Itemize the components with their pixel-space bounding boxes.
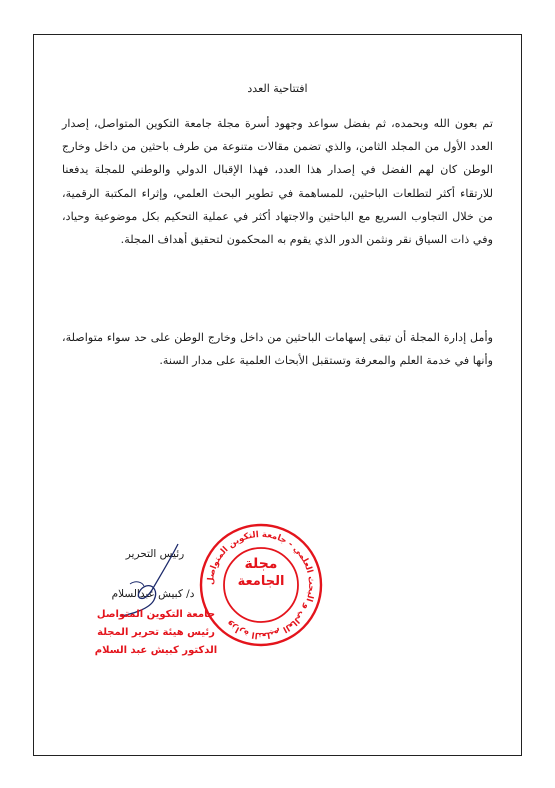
document-title: افتتاحية العدد xyxy=(247,82,308,95)
seal-center-text xyxy=(196,555,326,591)
seal-ring-text: وزارة التعليم العالي و البحث العلمي - جامعة التكوين المتواصل xyxy=(205,529,317,641)
paragraph-1: تم بعون الله وبحمده، ثم بفضل سواعد وجهود أسرة مجلة جامعة التكوين المتواصل، إصدار العدد الأول من المجلد الثامن، والذي تضمن مقالات متنوعة من طرف باحثين من داخل وخارج الوطن كان لهم الفضل في إصدار هذا العدد، فهذا الإقبال الدولي والوطني للمجلة يدفعنا للارتقاء أكثر لتطلعات الباحثين، للمساهمة في تطوير البحث العلمي، وإثراء المكتبة الرقمية، من خلال التجاوب السريع مع الباحثين والاجتهاد أكثر في عملية التحكيم بكل موضوعية وحياد، وفي ذات السياق نقر ونثمن الدور الذي يقوم به المحكمون لتحقيق أهداف المجلة. xyxy=(62,117,493,247)
stamp-line-3: الدكتور كبيش عبد السلام xyxy=(94,645,218,656)
stamp-line-2: رئيس هيئة تحرير المجلة xyxy=(97,627,215,638)
editor-name: د/ كبيش عبدالسلام xyxy=(111,588,195,600)
stamp-line-1: جامعة التكوين المتواصل xyxy=(96,609,216,620)
editor-title: رئيس التحرير xyxy=(125,548,185,560)
seal-center-line-1: مجلة xyxy=(244,556,278,572)
paragraph-2: وأمل إدارة المجلة أن تبقى إسهامات الباحثين من داخل وخارج الوطن على حد سواء متواصلة، وأنها في خدمة العلم والمعرفة وتستقبل الأبحاث العلمية على مدار السنة. xyxy=(62,331,493,368)
seal-center-line-2: الجامعة xyxy=(237,574,285,589)
